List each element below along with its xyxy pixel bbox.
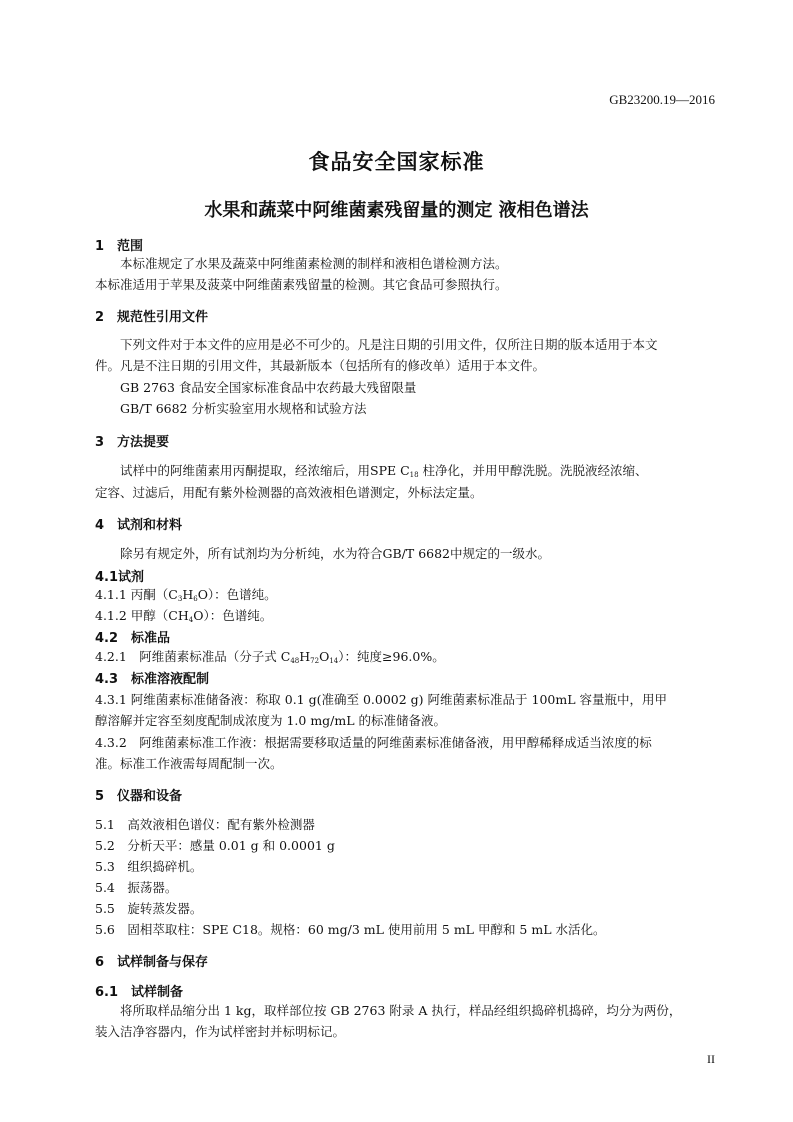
section-heading-reagents: 4 试剂和材料 [95,518,183,533]
reference-item: GB/T 6682 分析实验室用水规格和试验方法 [120,401,367,416]
paragraph: 下列文件对于本文件的应用是必不可少的。凡是注日期的引用文件，仅所注日期的版本适用于本文 [120,337,658,352]
section-heading-equipment: 5 仪器和设备 [95,789,183,804]
section-heading-scope: 1 范围 [95,239,144,254]
paragraph: 定容、过滤后，用配有紫外检测器的高效液相色谱测定，外标法定量。 [95,485,483,500]
subsection-heading: 4.2 标准品 [95,631,171,646]
list-item: 准。标准工作液需每周配制一次。 [95,756,283,771]
section-heading-references: 2 规范性引用文件 [95,310,209,325]
list-item: 5.4 振荡器。 [95,880,178,895]
document-subtitle: 水果和蔬菜中阿维菌素残留量的测定 液相色谱法 [204,200,589,221]
paragraph: 将所取样品缩分出 1 kg，取样部位按 GB 2763 附录 A 执行，样品经组织捣碎机捣碎，均分为两份， [120,1003,682,1018]
list-item: 4.3.1 阿维菌素标准储备液：称取 0.1 g(准确至 0.0002 g) 阿维菌素标准品于 100mL 容量瓶中，用甲 [95,692,667,707]
paragraph: 试样中的阿维菌素用丙酮提取，经浓缩后，用SPE $C_{18}$ 柱净化，并用甲醇洗脱。洗脱液经浓缩、 [120,463,648,479]
paragraph: 本标准适用于苹果及菠菜中阿维菌素残留量的检测。其它食品可参照执行。 [95,277,508,292]
document-title: 食品安全国家标准 [308,150,485,174]
subsection-heading: 4.1试剂 [95,570,145,585]
page-number: II [707,1052,715,1066]
reference-item: GB 2763 食品安全国家标准食品中农药最大残留限量 [120,380,417,395]
standard-number: GB23200.19—2016 [609,92,715,107]
list-item: 5.1 高效液相色谱仪：配有紫外检测器 [95,817,315,832]
subsection-heading: 4.3 标准溶液配制 [95,672,210,687]
paragraph: 装入洁净容器内，作为试样密封并标明标记。 [95,1024,346,1039]
list-item: 4.1.2 甲醇$(CH_4O)$：色谱纯。 [95,608,273,624]
list-item: 5.5 旋转蒸发器。 [95,901,203,916]
list-item: 4.2.1 阿维菌素标准品（分子式 $C_{48}H_{72}O_{14}$）：纯度≥96.0%。 [95,649,445,665]
list-item: 4.3.2 阿维菌素标准工作液：根据需要移取适量的阿维菌素标准储备液，用甲醇稀释成适当浓度的标 [95,735,652,750]
list-item: 4.1.1 丙酮$(C_3H_6O)$：色谱纯。 [95,587,277,603]
list-item: 5.6 固相萃取柱：SPE C18。规格：60 mg/3 mL 使用前用 5 mL 甲醇和 5 mL 水活化。 [95,922,606,937]
section-heading-sample-prep: 6 试样制备与保存 [95,955,209,970]
paragraph: 件。凡是不注日期的引用文件，其最新版本（包括所有的修改单）适用于本文件。 [95,358,546,373]
list-item: 5.3 组织捣碎机。 [95,859,203,874]
subsection-heading: 6.1 试样制备 [95,985,184,1000]
list-item: 5.2 分析天平：感量 0.01 g 和 0.0001 g [95,838,335,853]
list-item: 醇溶解并定容至刻度配制成浓度为 1.0 mg/mL 的标准储备液。 [95,713,447,728]
paragraph: 除另有规定外，所有试剂均为分析纯，水为符合GB/T 6682中规定的一级水。 [120,546,551,561]
paragraph: 本标准规定了水果及蔬菜中阿维菌素检测的制样和液相色谱检测方法。 [120,256,508,271]
section-heading-method: 3 方法提要 [95,435,170,450]
